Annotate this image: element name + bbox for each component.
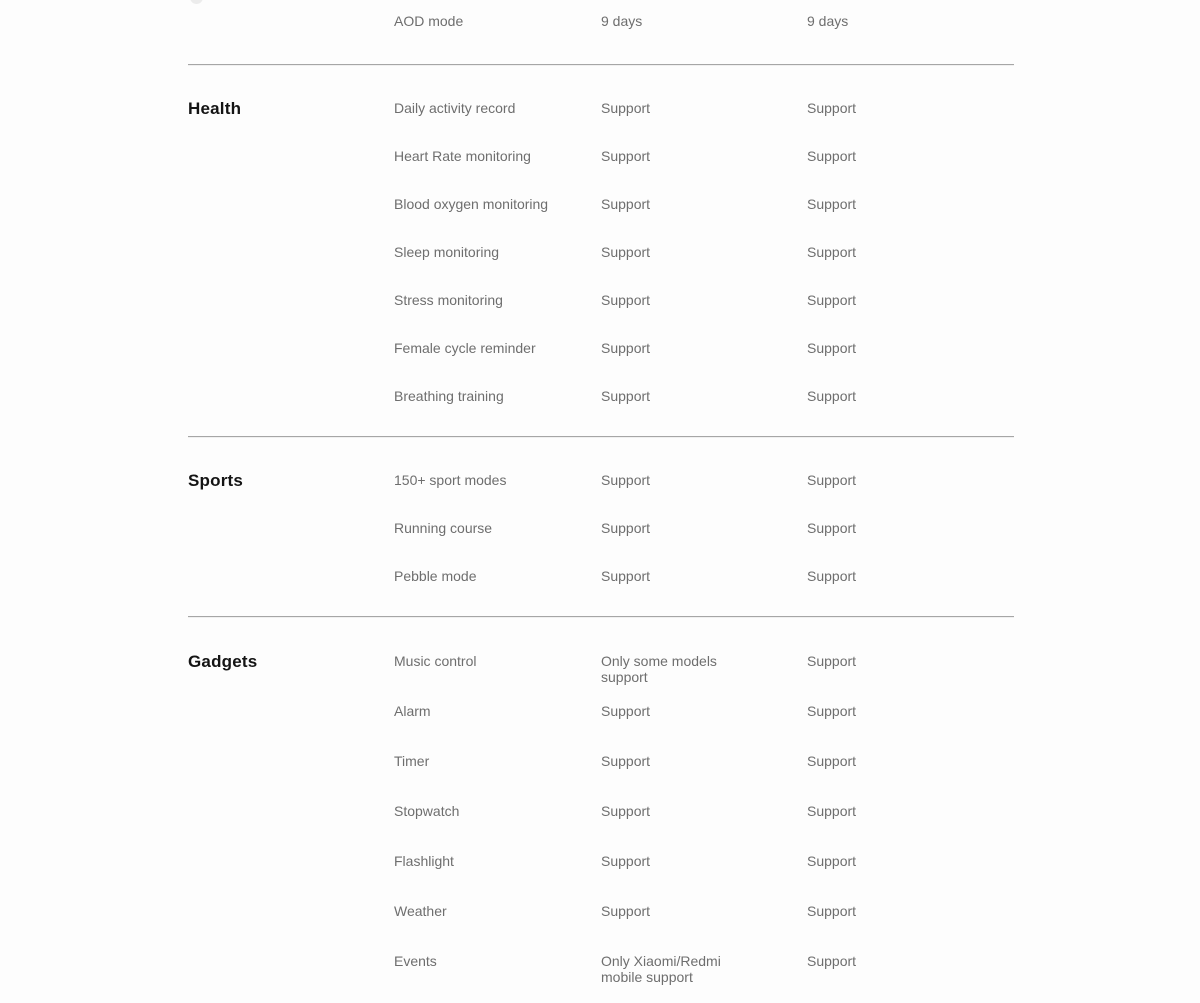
value-text-b: Support (807, 520, 857, 536)
feature-row (188, 196, 1014, 244)
feature-label-cell (394, 703, 601, 719)
feature-label-cell (394, 196, 601, 212)
feature-row (188, 13, 1014, 30)
value-text-b: Support (807, 100, 857, 116)
section-heading-cell (188, 100, 394, 118)
feature-row (188, 472, 1014, 520)
feature-label: Music control (394, 653, 477, 669)
value-cell-product-a (601, 148, 807, 164)
value-text-a: Support (601, 803, 651, 819)
feature-label-cell (394, 340, 601, 356)
value-text-b: Support (807, 472, 857, 488)
feature-label: Pebble mode (394, 568, 477, 584)
value-text-b: Support (807, 244, 857, 260)
feature-row (188, 148, 1014, 196)
value-cell-product-a (601, 340, 807, 356)
value-cell-product-a (601, 100, 807, 116)
section-sports (188, 437, 1014, 616)
feature-label: Breathing training (394, 388, 504, 404)
feature-row (188, 388, 1014, 436)
feature-row (188, 100, 1014, 148)
feature-label-cell (394, 148, 601, 164)
feature-row (188, 703, 1014, 753)
feature-label-cell (394, 803, 601, 819)
section-title: Health (188, 99, 242, 118)
value-cell-product-a (601, 472, 807, 488)
feature-label-cell (394, 753, 601, 769)
feature-label: Female cycle reminder (394, 340, 536, 356)
feature-row (188, 903, 1014, 953)
value-cell-product-a (601, 520, 807, 536)
value-text-b: Support (807, 653, 857, 669)
feature-row (188, 803, 1014, 853)
feature-label: Heart Rate monitoring (394, 148, 531, 164)
value-text-b: Support (807, 568, 857, 584)
value-text-b: Support (807, 853, 857, 869)
value-cell-product-b (807, 100, 1013, 116)
feature-label: Alarm (394, 703, 431, 719)
feature-label: Running course (394, 520, 493, 536)
value-cell-product-b (807, 244, 1013, 260)
feature-label-cell (394, 653, 601, 669)
feature-label-cell (394, 472, 601, 488)
section-title: Sports (188, 471, 244, 490)
value-cell-product-b (807, 13, 1013, 29)
feature-label-cell (394, 244, 601, 260)
section-top-partial (188, 0, 1014, 64)
value-text-b: Support (807, 340, 857, 356)
value-text-b: Support (807, 753, 857, 769)
value-cell-product-a (601, 13, 807, 29)
value-cell-product-b (807, 903, 1013, 919)
value-text-b: Support (807, 292, 857, 308)
feature-label-cell (394, 13, 601, 29)
value-text-b: Support (807, 903, 857, 919)
feature-row (188, 292, 1014, 340)
value-cell-product-b (807, 388, 1013, 404)
feature-label-cell (394, 853, 601, 869)
value-cell-product-a (601, 196, 807, 212)
value-cell-product-b (807, 853, 1013, 869)
feature-label-cell (394, 100, 601, 116)
value-text-b: Support (807, 953, 857, 969)
feature-label-cell (394, 520, 601, 536)
value-cell-product-a (601, 903, 807, 919)
value-cell-product-a (601, 653, 807, 685)
section-gadgets (188, 617, 1014, 1003)
value-cell-product-b (807, 340, 1013, 356)
value-cell-product-a (601, 703, 807, 719)
feature-label: Stopwatch (394, 803, 460, 819)
value-text-b: 9 days (807, 13, 849, 29)
value-text-a: Support (601, 520, 651, 536)
feature-label: Weather (394, 903, 447, 919)
value-cell-product-b (807, 753, 1013, 769)
value-text-a: Support (601, 148, 651, 164)
section-heading-cell (188, 472, 394, 490)
section-title: Gadgets (188, 652, 258, 671)
value-text-a: Support (601, 244, 651, 260)
feature-row (188, 520, 1014, 568)
value-text-b: Support (807, 703, 857, 719)
section-heading-cell (188, 653, 394, 671)
value-text-b: Support (807, 196, 857, 212)
feature-row (188, 653, 1014, 703)
value-text-b: Support (807, 388, 857, 404)
feature-label-cell (394, 568, 601, 584)
value-cell-product-b (807, 803, 1013, 819)
value-text-b: Support (807, 148, 857, 164)
value-cell-product-a (601, 568, 807, 584)
value-cell-product-b (807, 703, 1013, 719)
value-text-a: Support (601, 568, 651, 584)
comparison-table (188, 0, 1014, 1003)
feature-row (188, 568, 1014, 616)
value-cell-product-a (601, 292, 807, 308)
value-text-a: Support (601, 703, 651, 719)
value-cell-product-a (601, 244, 807, 260)
feature-label: AOD mode (394, 13, 464, 29)
feature-label-cell (394, 292, 601, 308)
value-text-a: Support (601, 472, 651, 488)
value-cell-product-a (601, 853, 807, 869)
value-text-b: Support (807, 803, 857, 819)
feature-label: Sleep monitoring (394, 244, 500, 260)
feature-row (188, 853, 1014, 903)
value-text-a: Support (601, 903, 651, 919)
value-cell-product-a (601, 953, 807, 985)
value-cell-product-b (807, 568, 1013, 584)
value-text-a: Support (601, 292, 651, 308)
value-text-a: Support (601, 340, 651, 356)
value-cell-product-b (807, 953, 1013, 969)
feature-label: Flashlight (394, 853, 454, 869)
value-text-a: Only some models support (601, 653, 717, 685)
value-cell-product-b (807, 472, 1013, 488)
value-text-a: Support (601, 196, 651, 212)
feature-label-cell (394, 953, 601, 969)
feature-label: Daily activity record (394, 100, 516, 116)
section-health (188, 65, 1014, 436)
feature-row (188, 340, 1014, 388)
value-cell-product-b (807, 653, 1013, 669)
value-cell-product-b (807, 196, 1013, 212)
value-cell-product-b (807, 520, 1013, 536)
feature-label-cell (394, 903, 601, 919)
value-text-a: Support (601, 388, 651, 404)
value-cell-product-b (807, 292, 1013, 308)
value-text-a: 9 days (601, 13, 643, 29)
feature-row (188, 753, 1014, 803)
value-text-a: Support (601, 853, 651, 869)
feature-row (188, 244, 1014, 292)
value-cell-product-a (601, 388, 807, 404)
feature-label: Timer (394, 753, 430, 769)
feature-label: Stress monitoring (394, 292, 503, 308)
value-cell-product-b (807, 148, 1013, 164)
feature-label: Events (394, 953, 437, 969)
value-text-a: Support (601, 100, 651, 116)
value-cell-product-a (601, 753, 807, 769)
feature-label-cell (394, 388, 601, 404)
value-text-a: Support (601, 753, 651, 769)
feature-label: Blood oxygen monitoring (394, 196, 549, 212)
feature-row (188, 953, 1014, 1003)
value-text-a: Only Xiaomi/Redmi mobile support (601, 953, 721, 985)
value-cell-product-a (601, 803, 807, 819)
feature-label: 150+ sport modes (394, 472, 507, 488)
